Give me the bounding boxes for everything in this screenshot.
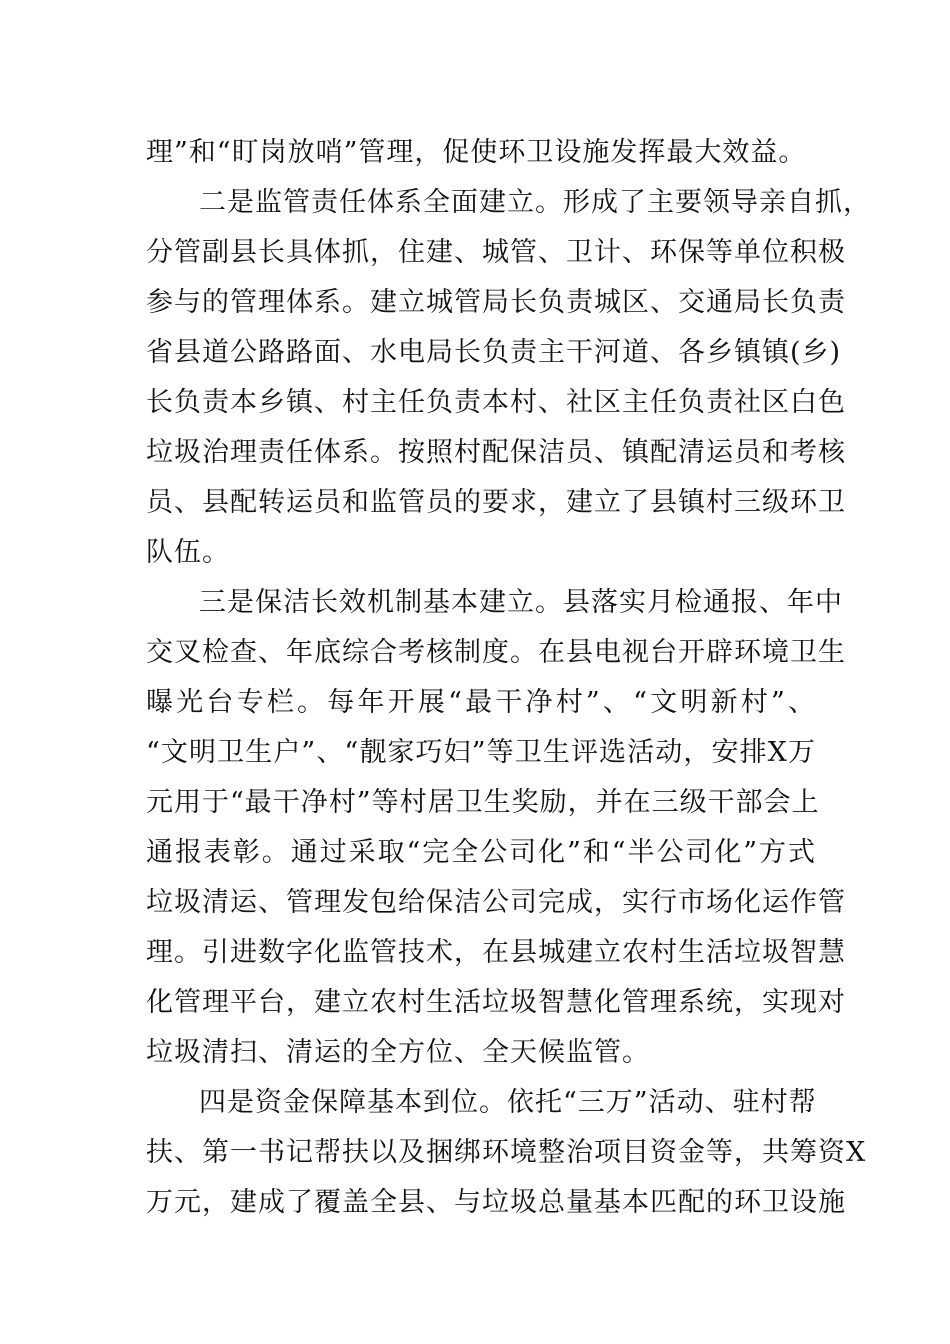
paragraph-line: 交叉检查、年底综合考核制度。在县电视台开辟环境卫生 (146, 637, 846, 668)
paragraph-line: 四是资金保障基本到位。依托“三万”活动、驻村帮 (199, 1087, 817, 1118)
paragraph-line: 万元，建成了覆盖全县、与垃圾总量基本匹配的环卫设施 (146, 1187, 846, 1218)
paragraph-line: 理”和“盯岗放哨”管理，促使环卫设施发挥最大效益。 (146, 137, 807, 168)
paragraph-line: 扶、第一书记帮扶以及捆绑环境整治项目资金等，共筹资X (146, 1137, 867, 1168)
paragraph-line: 理。引进数字化监管技术，在县城建立农村生活垃圾智慧 (146, 937, 846, 968)
paragraph-line: 二是监管责任体系全面建立。形成了主要领导亲自抓， (199, 187, 871, 218)
paragraph-line: 垃圾治理责任体系。按照村配保洁员、镇配清运员和考核 (146, 437, 846, 468)
paragraph-line: 化管理平台，建立农村生活垃圾智慧化管理系统，实现对 (146, 987, 846, 1018)
paragraph-line: 队伍。 (146, 537, 230, 568)
paragraph-line: 长负责本乡镇、村主任负责本村、社区主任负责社区白色 (146, 387, 846, 418)
paragraph-line: 垃圾清运、管理发包给保洁公司完成，实行市场化运作管 (146, 887, 846, 918)
paragraph-line: 通报表彰。通过采取“完全公司化”和“半公司化”方式 (146, 837, 816, 868)
paragraph-line: 省县道公路路面、水电局长负责主干河道、各乡镇镇(乡) (146, 337, 842, 368)
paragraph-line: 曝光台专栏。每年开展“最干净村”、“文明新村”、 (146, 687, 816, 718)
paragraph-line: 员、县配转运员和监管员的要求，建立了县镇村三级环卫 (146, 487, 846, 518)
paragraph-line: 三是保洁长效机制基本建立。县落实月检通报、年中 (199, 587, 843, 618)
paragraph-line: 元用于“最干净村”等村居卫生奖励，并在三级干部会上 (146, 787, 820, 818)
paragraph-line: 垃圾清扫、清运的全方位、全天候监管。 (146, 1037, 650, 1068)
paragraph-line: 分管副县长具体抓，住建、城管、卫计、环保等单位积极 (146, 237, 846, 268)
paragraph-line: “文明卫生户”、“靓家巧妇”等卫生评选活动，安排X万 (146, 737, 816, 768)
paragraph-line: 参与的管理体系。建立城管局长负责城区、交通局长负责 (146, 287, 846, 318)
